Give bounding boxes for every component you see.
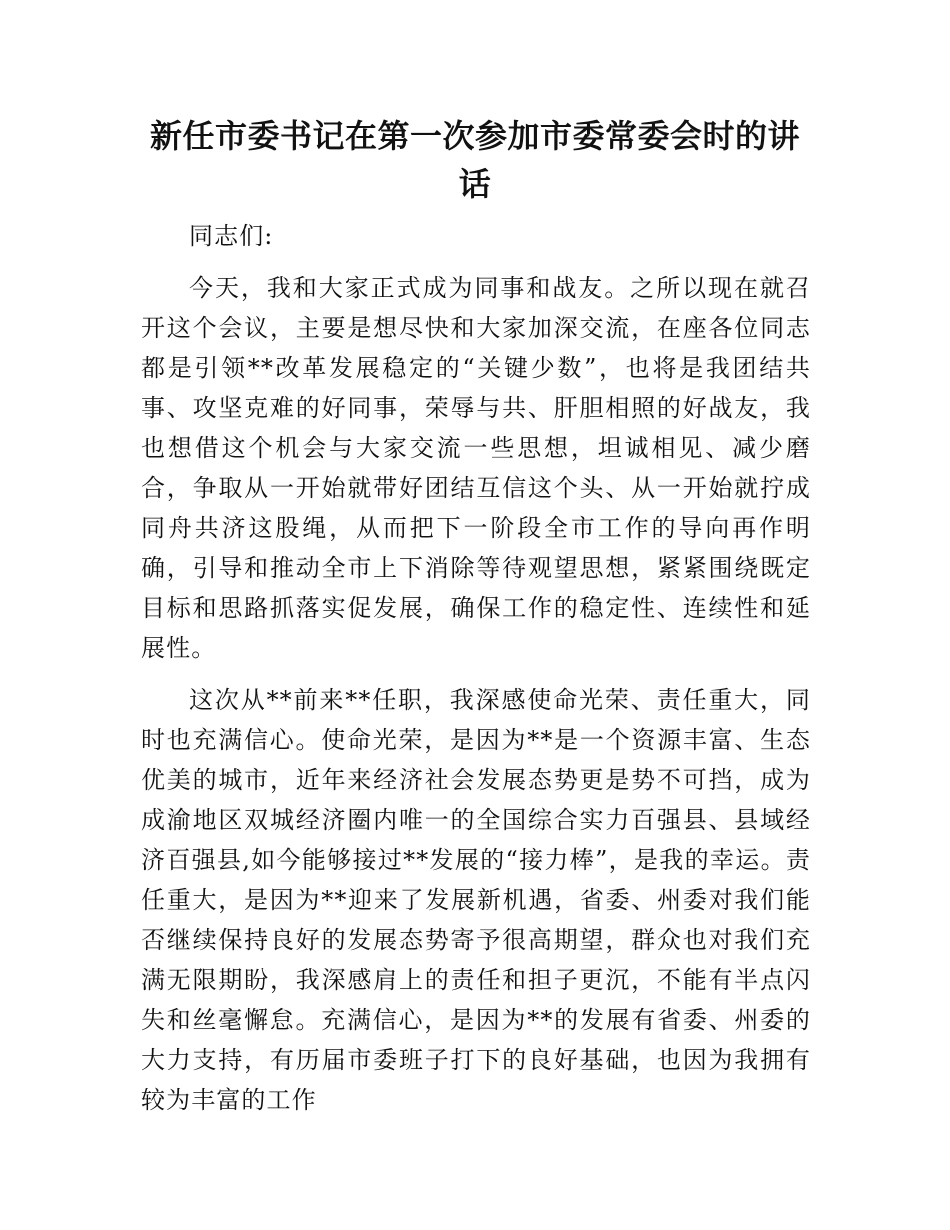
paragraph-2: 这次从**前来**任职，我深感使命光荣、责任重大，同时也充满信心。使命光荣，是因为**是一个资源丰富、生态优美的城市，近年来经济社会发展态势更是势不可挡，成为成渝地区双城经济圈内唯一的全国综合实力百强县、县域经济百强县,如今能够接过**发展的“接力棒”，是我的幸运。责任重大，是因为**迎来了发展新机遇，省委、州委对我们能否继续保持良好的发展态势寄予很高期望，群众也对我们充满无限期盼，我深感肩上的责任和担子更沉，不能有半点闪失和丝毫懈怠。充满信心，是因为**的发展有省委、州委的大力支持，有历届市委班子打下的良好基础，也因为我拥有较为丰富的工作 <box>141 686 811 1114</box>
document-title: 新任市委书记在第一次参加市委常委会时的讲话 <box>149 117 800 203</box>
document-body <box>141 216 811 1132</box>
paragraph-1: 今天，我和大家正式成为同事和战友。之所以现在就召开这个会议，主要是想尽快和大家加深交流，在座各位同志都是引领**改革发展稳定的“关键少数”，也将是我团结共事、攻坚克难的好同事，荣辱与共、肝胆相照的好战友，我也想借这个机会与大家交流一些思想，坦诚相见、减少磨合，争取从一开始就带好团结互信这个头、从一开始就拧成同舟共济这股绳，从而把下一阶段全市工作的导向再作明确，引导和推动全市上下消除等待观望思想，紧紧围绕既定目标和思路抓落实促发展，确保工作的稳定性、连续性和延展性。 <box>141 274 811 662</box>
greeting: 同志们: <box>189 222 274 250</box>
